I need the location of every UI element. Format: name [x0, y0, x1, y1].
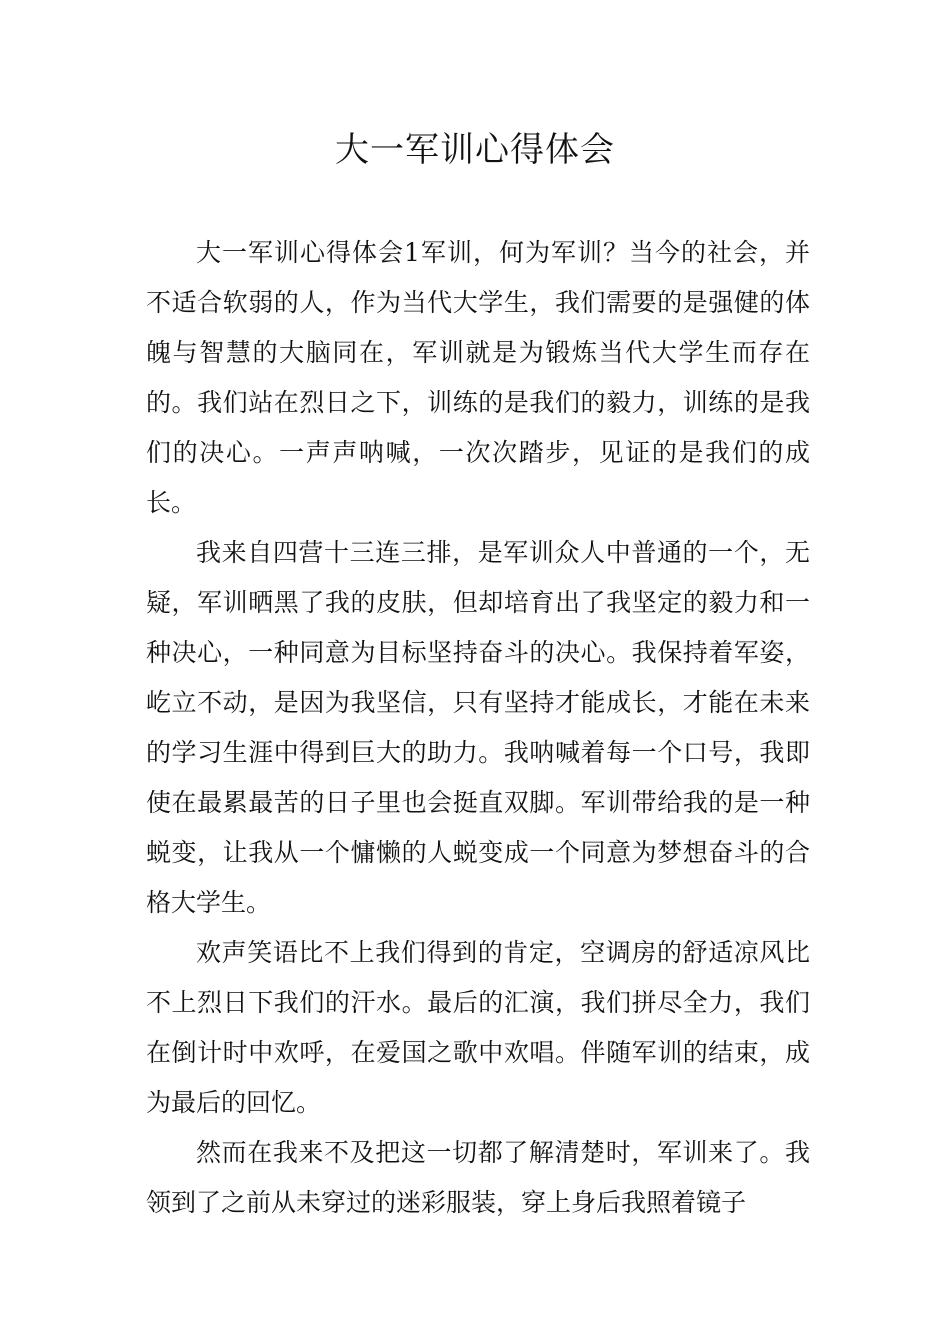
paragraph-1: 大一军训心得体会1军训，何为军训？当今的社会，并不适合软弱的人，作为当代大学生，我们需要的是强健的体魄与智慧的大脑同在，军训就是为锻炼当代大学生而存在的。我们站在烈日之下，训练的是我们的毅力，训练的是我们的决心。一声声呐喊，一次次踏步，见证的是我们的成长。: [146, 238, 810, 517]
paragraph-4: 然而在我来不及把这一切都了解清楚时，军训来了。我领到了之前从未穿过的迷彩服装，穿上身后我照着镜子: [146, 1138, 810, 1217]
paragraph-2: 我来自四营十三连三排，是军训众人中普通的一个，无疑，军训晒黑了我的皮肤，但却培育出了我坚定的毅力和一种决心，一种同意为目标坚持奋斗的决心。我保持着军姿，屹立不动，是因为我坚信，只有坚持才能成长，才能在未来的学习生涯中得到巨大的助力。我呐喊着每一个口号，我即使在最累最苦的日子里也会挺直双脚。军训带给我的是一种蜕变，让我从一个慵懒的人蜕变成一个同意为梦想奋斗的合格大学生。: [146, 538, 810, 917]
paragraph-3: 欢声笑语比不上我们得到的肯定，空调房的舒适凉风比不上烈日下我们的汗水。最后的汇演，我们拼尽全力，我们在倒计时中欢呼，在爱国之歌中欢唱。伴随军训的结束，成为最后的回忆。: [146, 938, 810, 1117]
document-title: 大一军训心得体会: [335, 130, 615, 170]
document-body: [146, 228, 810, 1228]
